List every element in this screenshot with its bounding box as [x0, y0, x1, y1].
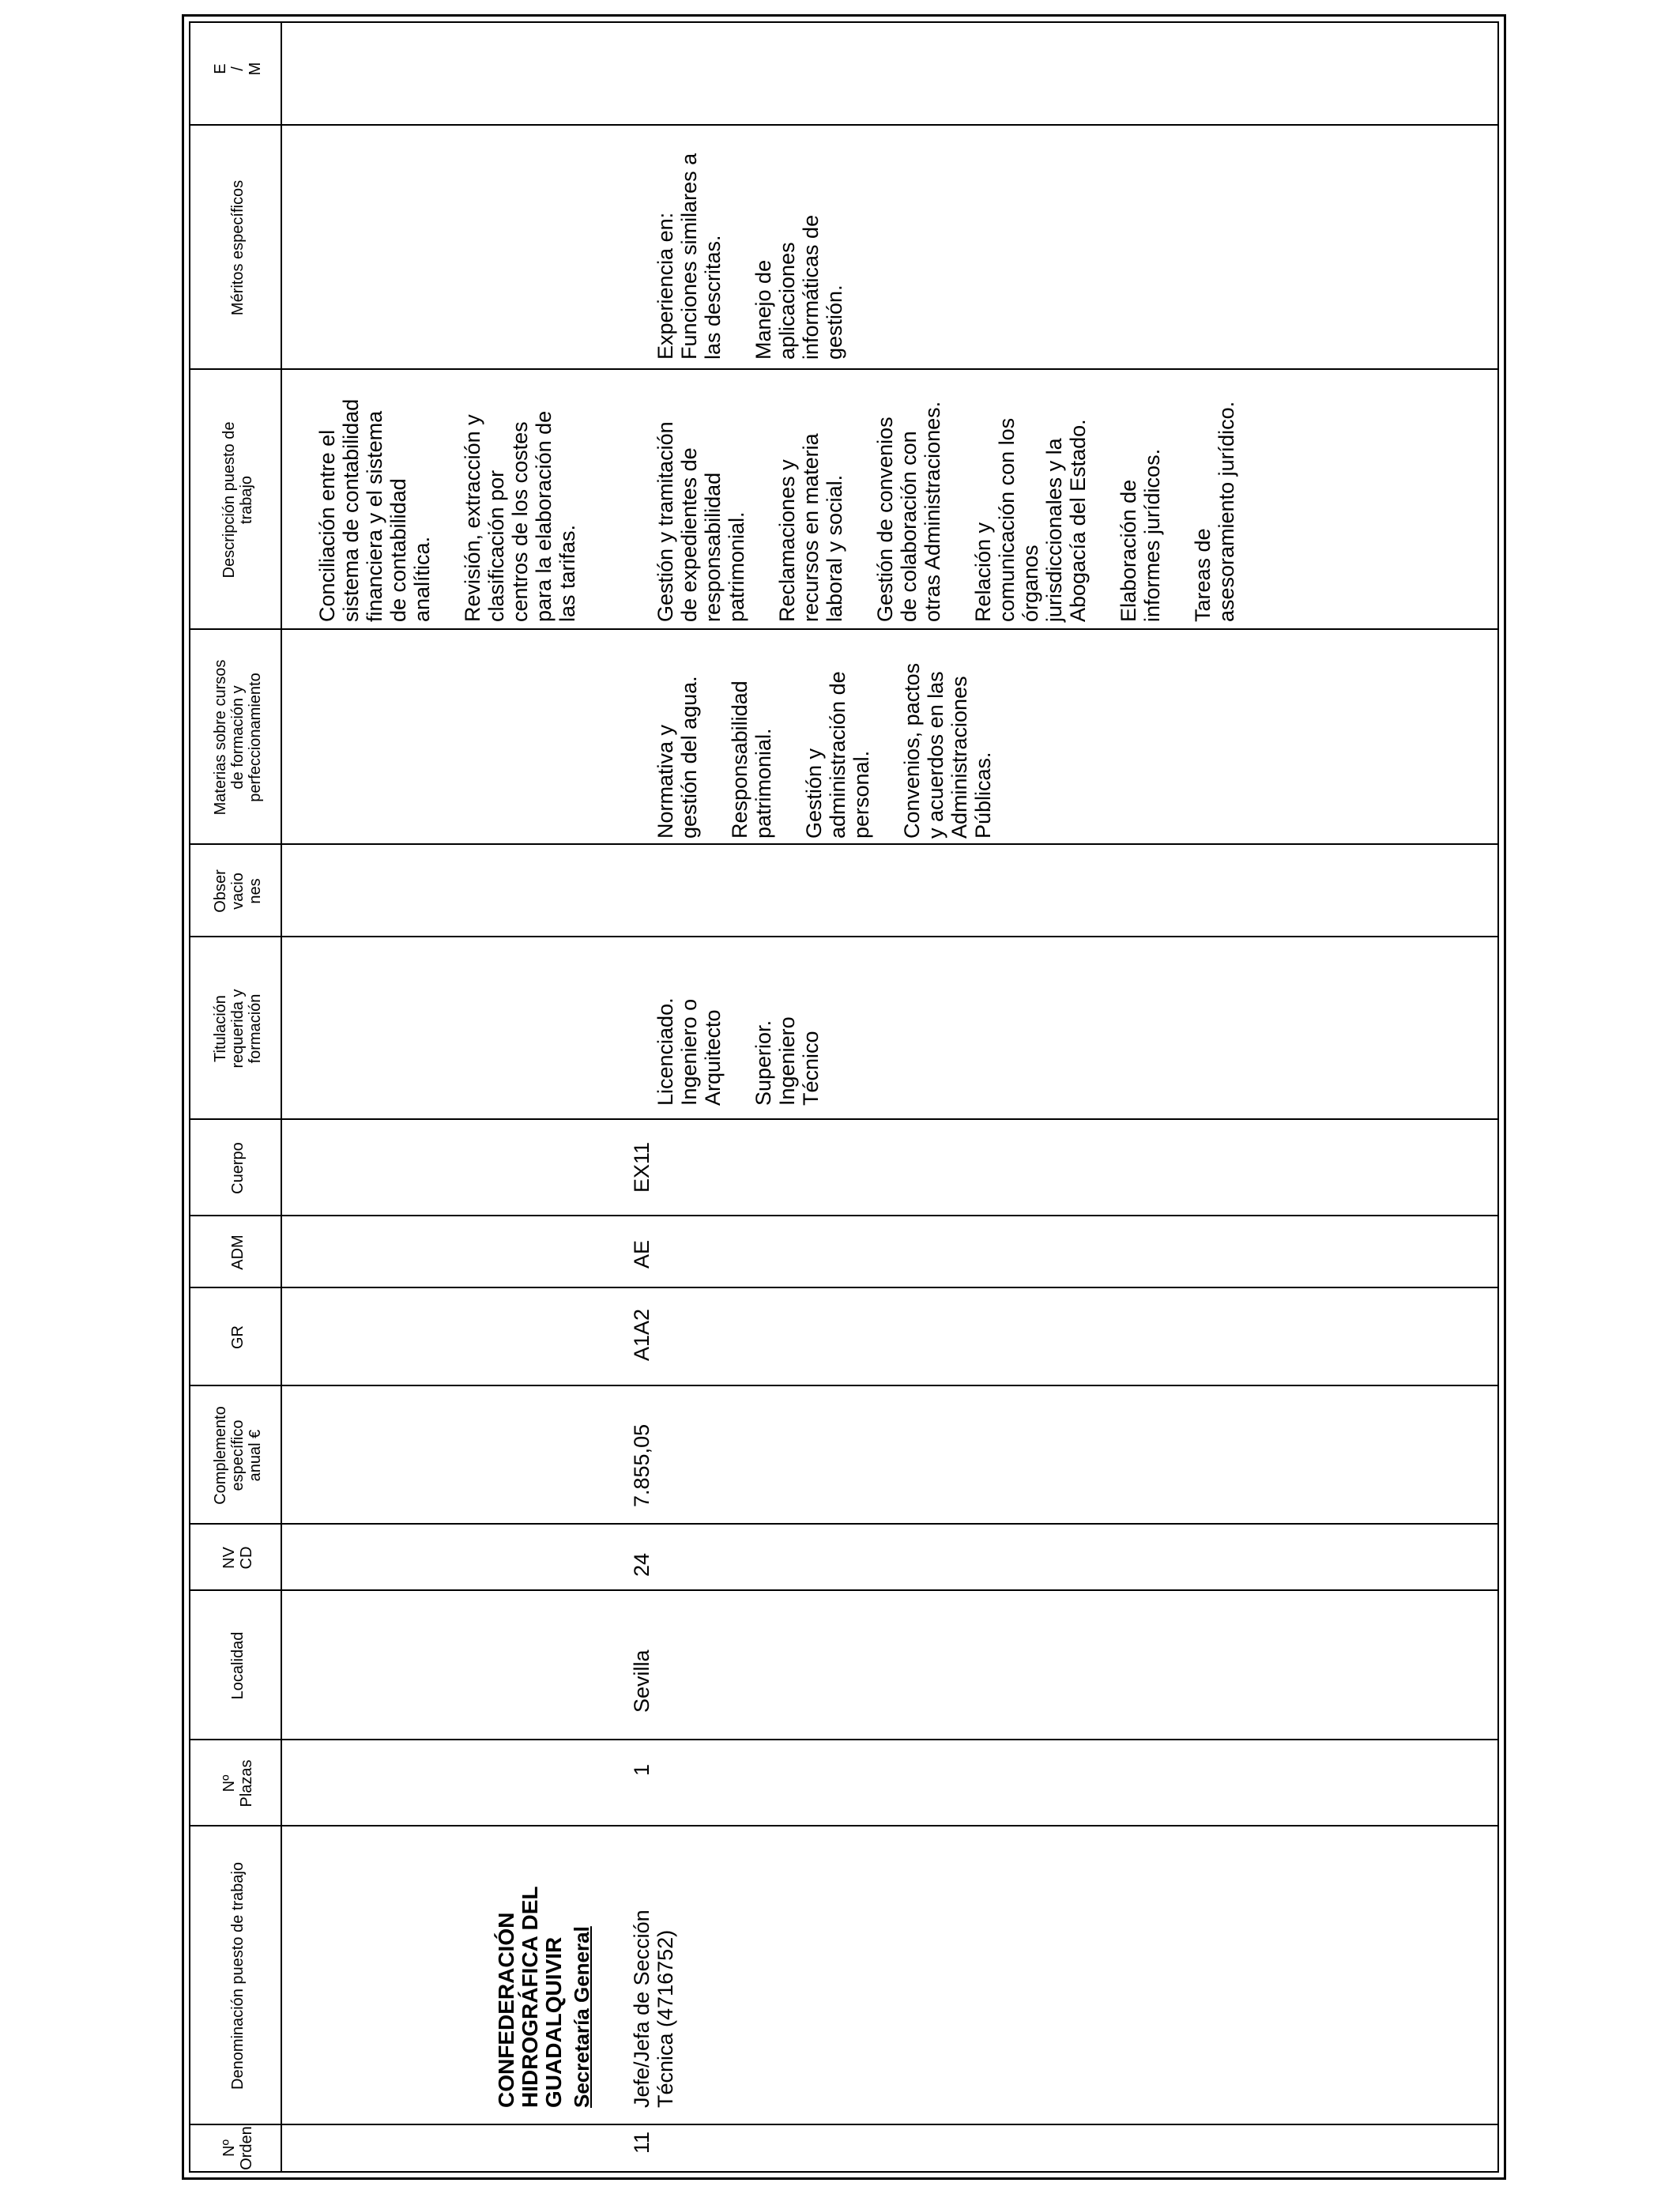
- header-cuerpo: Cuerpo: [229, 1142, 247, 1194]
- row-titulacion: [630, 940, 849, 1106]
- header-denominacion: Denominación puesto de trabajo: [229, 1862, 247, 2090]
- row-grupo: A1A2: [630, 1308, 654, 1361]
- col-divider: [190, 1118, 1497, 1120]
- header-separator: [281, 23, 282, 2171]
- header-meritos: Méritos específicos: [229, 179, 247, 316]
- row-denominacion: Jefe/Jefa de Sección Técnica (4716752): [630, 1909, 677, 2108]
- materia-item: Responsabilidad patrimonial.: [728, 680, 775, 839]
- col-divider: [190, 843, 1497, 845]
- description-item: Gestión de convenios de colaboración con otras Administraciones.: [873, 401, 944, 622]
- col-divider: [190, 1739, 1497, 1740]
- header-materias: Materias sobre cursos de formación y perfeccionamiento: [212, 659, 264, 816]
- row-localidad: Sevilla: [630, 1649, 654, 1713]
- header-orden: Nº Orden: [220, 2126, 255, 2170]
- merito-item: Experiencia en: Funciones similares a las descritas.: [654, 153, 725, 360]
- row-cuerpo: EX11: [630, 1141, 654, 1193]
- description-item: Tareas de asesoramiento jurídico.: [1191, 401, 1238, 622]
- col-divider: [190, 1523, 1497, 1525]
- col-divider: [190, 2124, 1497, 2125]
- header-titulacion: Titulación requerida y formación: [212, 989, 264, 1069]
- description-item: Gestión y tramitación de expedientes de responsabilidad patrimonial.: [654, 421, 748, 622]
- titulacion-item: Superior. Ingeniero Técnico: [751, 1016, 823, 1106]
- description-item: Elaboración de informes jurídicos.: [1117, 448, 1164, 622]
- description-item: Conciliación entre el sistema de contabilidad financiera y el sistema de contabilidad analítica.: [315, 398, 434, 622]
- col-divider: [190, 1589, 1497, 1591]
- row-complemento: 7.855,05: [630, 1423, 654, 1507]
- header-descripcion: Descripción puesto de trabajo: [220, 421, 255, 579]
- table-frame: [182, 14, 1506, 2180]
- materia-item: Gestión y administración de personal.: [802, 671, 873, 839]
- header-observaciones: Obser vacio nes: [212, 869, 264, 913]
- titulacion-item: Licenciado. Ingeniero o Arquitecto: [654, 997, 725, 1106]
- header-grupo: GR: [229, 1325, 247, 1349]
- col-divider: [190, 628, 1497, 630]
- row-plazas: 1: [630, 1763, 654, 1776]
- materia-item: Normativa y gestión del agua.: [654, 676, 701, 839]
- col-divider: [190, 1825, 1497, 1826]
- continuation-descripcion: [292, 369, 606, 622]
- description-item: Reclamaciones y recursos en materia laboral y social.: [775, 433, 846, 622]
- header-adm: ADM: [229, 1235, 247, 1270]
- row-meritos: [630, 129, 873, 360]
- materia-item: Convenios, pactos y acuerdos en las Administraciones Públicas.: [900, 662, 995, 839]
- row-adm: AE: [630, 1239, 654, 1269]
- col-divider: [190, 1385, 1497, 1386]
- col-divider: [190, 1215, 1497, 1216]
- col-divider: [190, 124, 1497, 126]
- col-divider: [190, 936, 1497, 937]
- header-em: E / M: [212, 62, 264, 76]
- merito-item: Manejo de aplicaciones informáticas de gestión.: [751, 214, 846, 360]
- organization-unit: Secretaría General: [570, 1926, 593, 2108]
- header-plazas: Nº Plazas: [220, 1759, 255, 1808]
- col-divider: [190, 1287, 1497, 1288]
- row-nivel: 24: [630, 1552, 654, 1577]
- description-item: Revisión, extracción y clasificación por centros de los costes para la elaboración de las tarifas.: [461, 410, 579, 622]
- row-materias: [630, 631, 1022, 839]
- row-orden: 11: [630, 2131, 654, 2154]
- table-inner-frame: [189, 21, 1499, 2173]
- description-item: Relación y comunicación con los órganos jurisdiccionales y la Abogacía del Estado.: [971, 417, 1090, 622]
- header-nivel: NV CD: [220, 1546, 255, 1570]
- header-localidad: Localidad: [229, 1631, 247, 1700]
- row-descripcion: [630, 371, 1265, 622]
- header-complemento: Complemento específico anual €: [212, 1406, 264, 1505]
- organization-name: CONFEDERACIÓN HIDROGRÁFICA DEL GUADALQUIVIR: [494, 1886, 566, 2108]
